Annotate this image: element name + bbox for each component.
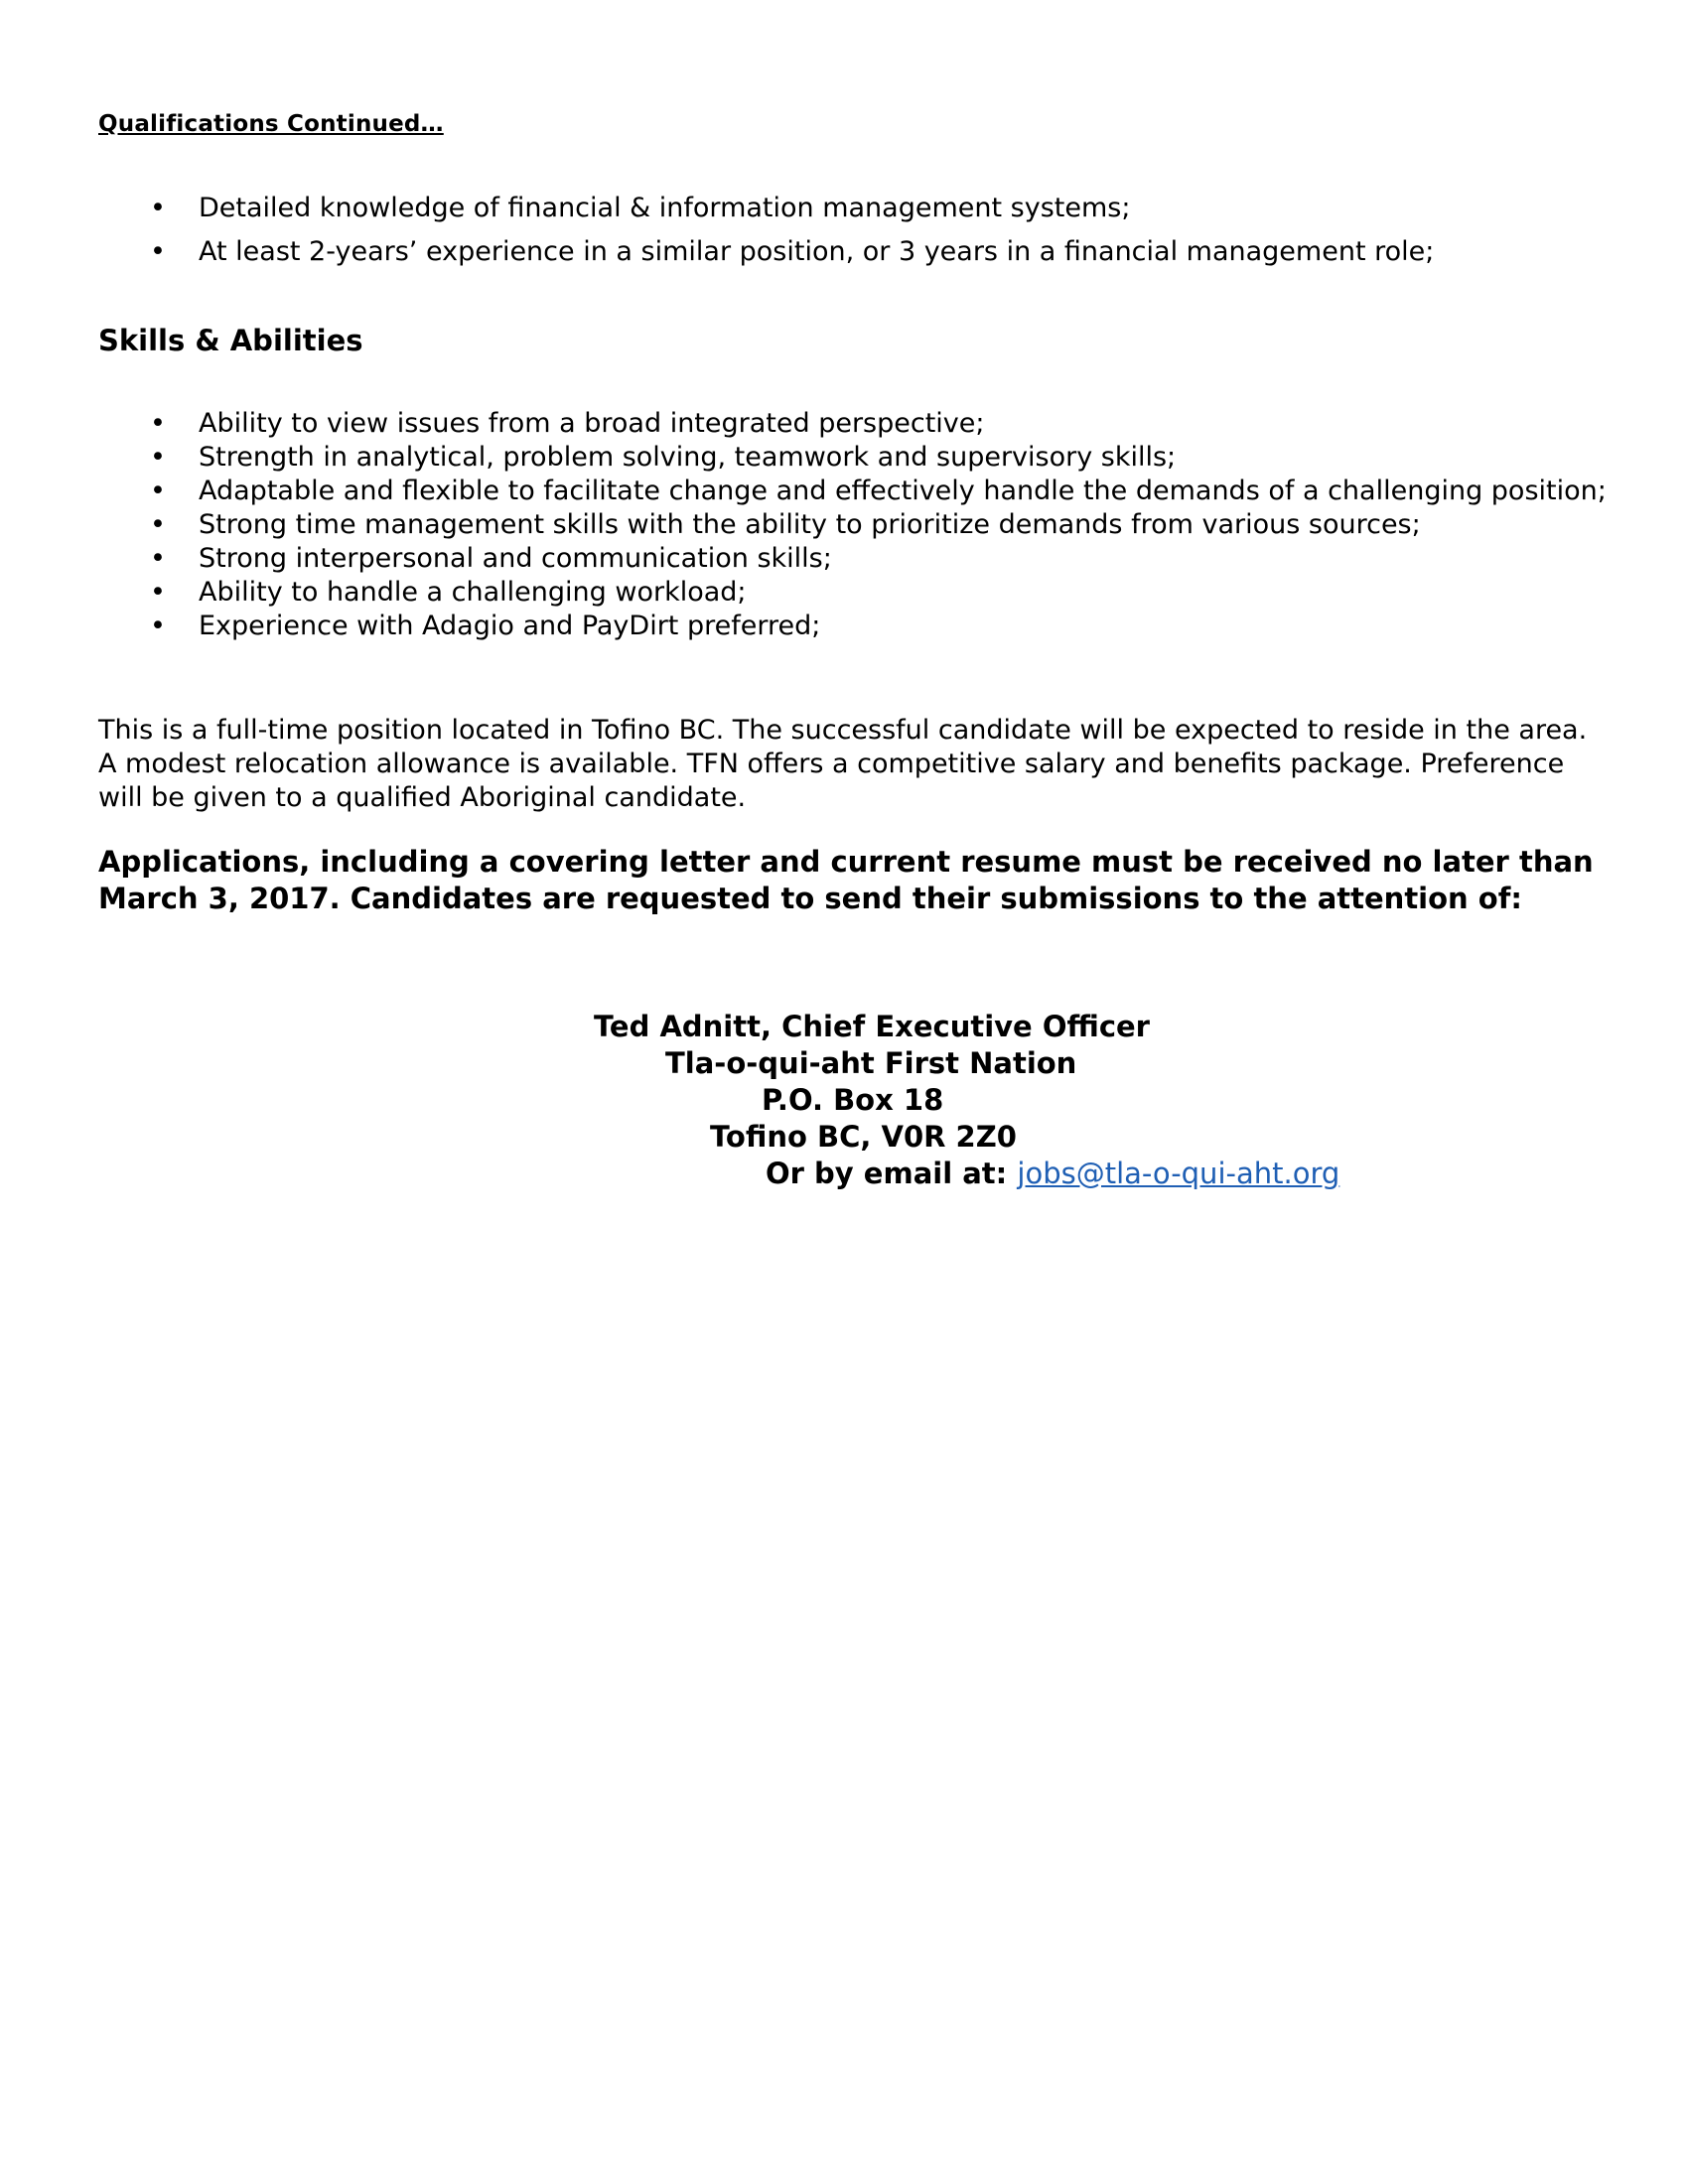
bullet-icon: • bbox=[150, 543, 166, 574]
bullet-icon: • bbox=[150, 442, 166, 473]
email-label: Or by email at: bbox=[766, 1157, 1008, 1190]
bullet-icon: • bbox=[150, 577, 166, 608]
qualification-text: At least 2-years’ experience in a similar position, or 3 years in a financial management role; bbox=[199, 236, 1435, 267]
contact-organization: Tla-o-qui-aht First Nation bbox=[665, 1046, 1077, 1080]
list-item bbox=[98, 508, 1608, 542]
skills-list bbox=[98, 407, 1608, 643]
list-item bbox=[98, 407, 1608, 441]
bullet-icon: • bbox=[150, 509, 166, 540]
bullet-icon: • bbox=[150, 236, 166, 267]
contact-name: Ted Adnitt, Chief Executive Officer bbox=[594, 1010, 1150, 1043]
list-item bbox=[98, 192, 1608, 225]
list-item bbox=[98, 542, 1608, 576]
email-link[interactable]: jobs@tla-o-qui-aht.org bbox=[1017, 1157, 1340, 1190]
list-item bbox=[98, 610, 1608, 643]
skill-text: Ability to handle a challenging workload; bbox=[199, 577, 747, 608]
contact-po-box: P.O. Box 18 bbox=[762, 1083, 944, 1117]
skill-text: Experience with Adagio and PayDirt preferred; bbox=[199, 611, 821, 641]
list-item bbox=[98, 475, 1608, 508]
contact-city: Tofino BC, V0R 2Z0 bbox=[710, 1120, 1017, 1154]
qualifications-list bbox=[98, 192, 1608, 279]
position-paragraph: This is a full-time position located in Tofino BC. The successful candidate will be expected to reside in the area. A modest relocation allowance is available. TFN offers a competitive salary and benefits package. Preference will be given to a qualified Aboriginal candidate. bbox=[98, 715, 1588, 813]
skill-text: Ability to view issues from a broad integrated perspective; bbox=[199, 408, 985, 439]
bullet-icon: • bbox=[150, 611, 166, 641]
skill-text: Strong time management skills with the ability to prioritize demands from various sources; bbox=[199, 509, 1421, 540]
skills-heading: Skills & Abilities bbox=[98, 324, 363, 357]
skill-text: Adaptable and flexible to facilitate change and effectively handle the demands of a challenging position; bbox=[199, 476, 1607, 506]
list-item bbox=[98, 441, 1608, 475]
skill-text: Strong interpersonal and communication skills; bbox=[199, 543, 832, 574]
bullet-icon: • bbox=[150, 408, 166, 439]
qualifications-heading: Qualifications Continued… bbox=[98, 111, 444, 137]
applications-notice: Applications, including a covering letter and current resume must be received no later than March 3, 2017. Candidates are requested to send their submissions to the attention of: bbox=[98, 845, 1594, 915]
contact-email-line bbox=[766, 1156, 1339, 1192]
list-item bbox=[98, 576, 1608, 610]
list-item bbox=[98, 235, 1608, 269]
qualification-text: Detailed knowledge of financial & information management systems; bbox=[199, 193, 1131, 223]
bullet-icon: • bbox=[150, 476, 166, 506]
bullet-icon: • bbox=[150, 193, 166, 223]
skill-text: Strength in analytical, problem solving, teamwork and supervisory skills; bbox=[199, 442, 1177, 473]
